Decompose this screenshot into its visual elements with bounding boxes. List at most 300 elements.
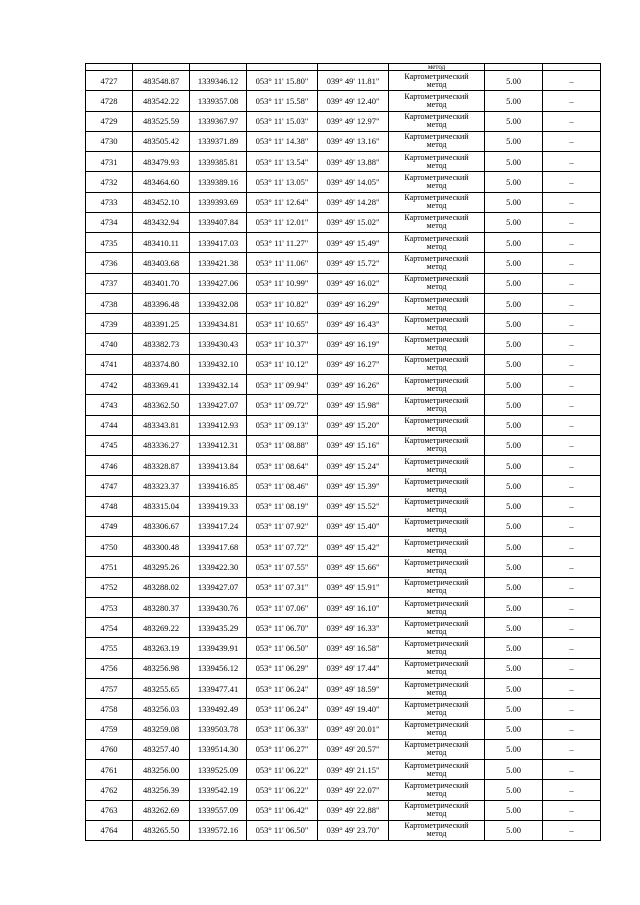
method-line-2: метод: [426, 687, 447, 697]
method-line-1: Картометрический: [404, 780, 469, 790]
table-body: [86, 64, 601, 841]
method-line-2: метод: [426, 363, 447, 373]
table-row: [86, 597, 601, 617]
cell-number: 4757: [86, 678, 133, 698]
cell-number: 4734: [86, 212, 133, 232]
cell-longitude: 039° 49' 16.02": [318, 273, 389, 293]
cell-longitude: 039° 49' 19.40": [318, 699, 389, 719]
method-line-1: Картометрический: [404, 497, 469, 507]
cell-y: 1339422.30: [190, 557, 247, 577]
cell-longitude: 039° 49' 15.42": [318, 537, 389, 557]
table-row: [86, 780, 601, 800]
cell-x: 483257.40: [133, 739, 190, 759]
cell-note: –: [543, 496, 601, 516]
method-line-2: метод: [426, 383, 447, 393]
cell-method: [389, 516, 485, 536]
cell-latitude: 053° 11' 12.64": [247, 192, 318, 212]
cell-note: –: [543, 618, 601, 638]
cell-accuracy: 5.00: [485, 273, 543, 293]
table-row: [86, 293, 601, 313]
table-row: [86, 273, 601, 293]
cell-method: [389, 618, 485, 638]
method-line-2: метод: [426, 140, 447, 150]
cell-longitude: 039° 49' 15.16": [318, 435, 389, 455]
cell-note: –: [543, 638, 601, 658]
method-line-1: Картометрический: [404, 436, 469, 446]
cell-number: 4752: [86, 577, 133, 597]
cell-accuracy: 5.00: [485, 658, 543, 678]
method-line-1: Картометрический: [404, 152, 469, 162]
table-row: [86, 233, 601, 253]
method-line-2: метод: [426, 424, 447, 434]
cell-y: 1339439.91: [190, 638, 247, 658]
table-row: [86, 719, 601, 739]
method-line-2: метод: [426, 768, 447, 778]
cell-y: 1339430.76: [190, 597, 247, 617]
cell-note: –: [543, 71, 601, 91]
cell-method: [389, 557, 485, 577]
cell-latitude: 053° 11' 06.33": [247, 719, 318, 739]
method-line-2: метод: [426, 667, 447, 677]
method-line-1: Картометрический: [404, 456, 469, 466]
cell-note: –: [543, 253, 601, 273]
cell-latitude: 053° 11' 10.99": [247, 273, 318, 293]
cell-latitude: 053° 11' 06.42": [247, 800, 318, 820]
table-row: [86, 374, 601, 394]
method-line-2: метод: [426, 809, 447, 819]
cell-method: [389, 131, 485, 151]
cell-y: 1339417.68: [190, 537, 247, 557]
cell-number: 4746: [86, 456, 133, 476]
table-row: [86, 253, 601, 273]
cell-y: 1339416.85: [190, 476, 247, 496]
method-line-1: Картометрический: [404, 355, 469, 365]
method-line-1: Картометрический: [404, 720, 469, 730]
cell-method: [389, 456, 485, 476]
cell-y: 1339477.41: [190, 678, 247, 698]
cell-y: 1339430.43: [190, 334, 247, 354]
cell-y: 1339346.12: [190, 71, 247, 91]
cell-y: 1339542.19: [190, 780, 247, 800]
method-line-2: метод: [426, 160, 447, 170]
cell-accuracy: 5.00: [485, 415, 543, 435]
table-row: [86, 496, 601, 516]
cell-number: 4761: [86, 760, 133, 780]
table-row: [86, 435, 601, 455]
table-row: [86, 760, 601, 780]
cell-latitude: 053° 11' 07.72": [247, 537, 318, 557]
cell-latitude: 053° 11' 07.55": [247, 557, 318, 577]
cell-number: 4728: [86, 91, 133, 111]
cell-longitude: 039° 49' 15.20": [318, 415, 389, 435]
cell-accuracy: 5.00: [485, 233, 543, 253]
cell-number: 4743: [86, 395, 133, 415]
cell-note: –: [543, 395, 601, 415]
method-line-1: Картометрический: [404, 679, 469, 689]
cell-note: –: [543, 597, 601, 617]
cell-method: [389, 699, 485, 719]
cell-x: 483542.22: [133, 91, 190, 111]
cell-method: [389, 172, 485, 192]
method-line-2: метод: [426, 788, 447, 798]
method-line-1: Картометрический: [404, 314, 469, 324]
cell-note: –: [543, 334, 601, 354]
cell-latitude: 053° 11' 06.70": [247, 618, 318, 638]
cell-y: 1339432.08: [190, 293, 247, 313]
method-line-2: метод: [426, 829, 447, 839]
cell-latitude: 053° 11' 06.27": [247, 739, 318, 759]
cell-note: –: [543, 739, 601, 759]
cell-accuracy: 5.00: [485, 131, 543, 151]
table-row: [86, 212, 601, 232]
method-line-2: метод: [426, 221, 447, 231]
cell-note: –: [543, 516, 601, 536]
method-line-1: Картометрический: [404, 476, 469, 486]
cell-x: 483256.98: [133, 658, 190, 678]
cell-number: 4729: [86, 111, 133, 131]
cell-y: 1339434.81: [190, 314, 247, 334]
method-line-2: метод: [426, 120, 447, 130]
table-row: [86, 354, 601, 374]
cell-accuracy: 5.00: [485, 314, 543, 334]
cell-y: 1339417.03: [190, 233, 247, 253]
cell-number: 4731: [86, 152, 133, 172]
cell-y: 1339572.16: [190, 820, 247, 840]
cell-latitude: 053° 11' 08.19": [247, 496, 318, 516]
cell-number: 4756: [86, 658, 133, 678]
cell-number: 4732: [86, 172, 133, 192]
method-line-2: метод: [426, 343, 447, 353]
cell-number: 4735: [86, 233, 133, 253]
cell-latitude: 053° 11' 15.58": [247, 91, 318, 111]
cell-method: [389, 253, 485, 273]
cell-latitude: 053° 11' 07.92": [247, 516, 318, 536]
cell-y: 1339432.14: [190, 374, 247, 394]
cell-x: 483295.26: [133, 557, 190, 577]
cell-method: [389, 820, 485, 840]
cell-longitude: 039° 49' 13.88": [318, 152, 389, 172]
cell-y: 1339371.89: [190, 131, 247, 151]
table-row: [86, 800, 601, 820]
table-row: [86, 678, 601, 698]
cell-latitude: 053° 11' 06.22": [247, 760, 318, 780]
cell-accuracy: 5.00: [485, 111, 543, 131]
method-line-1: Картометрический: [404, 274, 469, 284]
cell-method: [389, 537, 485, 557]
cell-longitude: 039° 49' 15.24": [318, 456, 389, 476]
cell-x: 483256.03: [133, 699, 190, 719]
cell-method: [389, 334, 485, 354]
table-row: [86, 618, 601, 638]
cell-latitude: 053° 11' 10.12": [247, 354, 318, 374]
cell-x: 483256.39: [133, 780, 190, 800]
cell-latitude: [247, 64, 318, 71]
cell-note: –: [543, 719, 601, 739]
cell-latitude: 053° 11' 08.64": [247, 456, 318, 476]
cell-number: 4739: [86, 314, 133, 334]
cell-latitude: 053° 11' 10.82": [247, 293, 318, 313]
cell-x: 483401.70: [133, 273, 190, 293]
cell-accuracy: 5.00: [485, 537, 543, 557]
cell-longitude: 039° 49' 21.15": [318, 760, 389, 780]
cell-x: 483269.22: [133, 618, 190, 638]
method-line-1: Картометрический: [404, 639, 469, 649]
table-row: [86, 71, 601, 91]
cell-accuracy: 5.00: [485, 172, 543, 192]
cell-note: –: [543, 658, 601, 678]
cell-number: 4738: [86, 293, 133, 313]
cell-note: –: [543, 212, 601, 232]
cell-method: [389, 111, 485, 131]
cell-note: –: [543, 435, 601, 455]
cell-latitude: 053° 11' 11.27": [247, 233, 318, 253]
table-row: [86, 111, 601, 131]
cell-number: 4744: [86, 415, 133, 435]
method-line-1: Картометрический: [404, 172, 469, 182]
cell-longitude: 039° 49' 14.05": [318, 172, 389, 192]
cell-x: 483403.68: [133, 253, 190, 273]
cell-number: 4762: [86, 780, 133, 800]
cell-number: 4745: [86, 435, 133, 455]
cell-x: [133, 64, 190, 71]
cell-x: 483464.60: [133, 172, 190, 192]
cell-y: 1339419.33: [190, 496, 247, 516]
cell-latitude: 053° 11' 07.31": [247, 577, 318, 597]
method-line-1: Картометрический: [404, 71, 469, 81]
cell-accuracy: 5.00: [485, 496, 543, 516]
method-line-2: метод: [426, 180, 447, 190]
cell-x: 483328.87: [133, 456, 190, 476]
cell-note: –: [543, 374, 601, 394]
cell-longitude: 039° 49' 15.72": [318, 253, 389, 273]
method-line-1: Картометрический: [404, 335, 469, 345]
cell-method: [389, 152, 485, 172]
cell-accuracy: 5.00: [485, 253, 543, 273]
method-line-1: Картометрический: [404, 213, 469, 223]
cell-x: 483288.02: [133, 577, 190, 597]
cell-x: 483505.42: [133, 131, 190, 151]
cell-y: 1339412.93: [190, 415, 247, 435]
table-row: [86, 820, 601, 840]
cell-x: 483300.48: [133, 537, 190, 557]
cell-y: 1339367.97: [190, 111, 247, 131]
cell-y: 1339492.49: [190, 699, 247, 719]
cell-number: 4749: [86, 516, 133, 536]
method-line-2: метод: [426, 525, 447, 535]
cell-note: –: [543, 233, 601, 253]
cell-x: 483263.19: [133, 638, 190, 658]
cell-method: [389, 395, 485, 415]
cell-note: –: [543, 111, 601, 131]
cell-accuracy: 5.00: [485, 293, 543, 313]
cell-number: 4742: [86, 374, 133, 394]
cell-longitude: 039° 49' 15.02": [318, 212, 389, 232]
cell-method: [389, 760, 485, 780]
cell-number: [86, 64, 133, 71]
cell-y: 1339427.06: [190, 273, 247, 293]
cell-method: [389, 212, 485, 232]
cell-method: [389, 354, 485, 374]
method-line-1: Картометрический: [404, 760, 469, 770]
table-row: [86, 557, 601, 577]
cell-number: 4737: [86, 273, 133, 293]
cell-y: 1339417.24: [190, 516, 247, 536]
cell-accuracy: 5.00: [485, 212, 543, 232]
method-line-1: Картометрический: [404, 578, 469, 588]
table-row: [86, 658, 601, 678]
cell-number: 4751: [86, 557, 133, 577]
cell-longitude: 039° 49' 15.66": [318, 557, 389, 577]
cell-longitude: 039° 49' 16.29": [318, 293, 389, 313]
cell-x: 483391.25: [133, 314, 190, 334]
cell-longitude: 039° 49' 12.97": [318, 111, 389, 131]
cell-y: 1339357.08: [190, 91, 247, 111]
cell-method: [389, 739, 485, 759]
cell-longitude: 039° 49' 15.49": [318, 233, 389, 253]
cell-note: –: [543, 780, 601, 800]
cell-method: [389, 780, 485, 800]
table-row-partial: [86, 64, 601, 71]
cell-accuracy: 5.00: [485, 334, 543, 354]
method-line-2: метод: [426, 586, 447, 596]
cell-accuracy: 5.00: [485, 354, 543, 374]
cell-note: –: [543, 131, 601, 151]
cell-longitude: [318, 64, 389, 71]
cell-note: –: [543, 537, 601, 557]
cell-x: 483362.50: [133, 395, 190, 415]
cell-method: [389, 233, 485, 253]
table-row: [86, 577, 601, 597]
cell-latitude: 053° 11' 13.05": [247, 172, 318, 192]
cell-note: –: [543, 820, 601, 840]
method-line-1: Картометрический: [404, 821, 469, 831]
method-line-2: метод: [426, 99, 447, 109]
cell-latitude: 053° 11' 14.38": [247, 131, 318, 151]
cell-number: 4755: [86, 638, 133, 658]
cell-method: [389, 658, 485, 678]
cell-latitude: 053° 11' 06.24": [247, 678, 318, 698]
method-line-2: метод: [426, 464, 447, 474]
cell-x: 483262.69: [133, 800, 190, 820]
method-line-1: Картометрический: [404, 91, 469, 101]
cell-longitude: 039° 49' 15.52": [318, 496, 389, 516]
cell-accuracy: 5.00: [485, 800, 543, 820]
cell-number: 4750: [86, 537, 133, 557]
cell-longitude: 039° 49' 23.70": [318, 820, 389, 840]
cell-x: 483525.59: [133, 111, 190, 131]
cell-number: 4760: [86, 739, 133, 759]
cell-number: 4747: [86, 476, 133, 496]
cell-number: 4748: [86, 496, 133, 516]
method-line-2: метод: [426, 322, 447, 332]
cell-number: 4741: [86, 354, 133, 374]
method-line-2: метод: [426, 626, 447, 636]
method-line-2: метод: [426, 201, 447, 211]
cell-longitude: 039° 49' 15.39": [318, 476, 389, 496]
cell-latitude: 053° 11' 10.37": [247, 334, 318, 354]
cell-accuracy: 5.00: [485, 820, 543, 840]
cell-accuracy: 5.00: [485, 557, 543, 577]
method-line-1: Картометрический: [404, 132, 469, 142]
cell-longitude: 039° 49' 18.59": [318, 678, 389, 698]
table-row: [86, 537, 601, 557]
cell-latitude: 053° 11' 11.06": [247, 253, 318, 273]
cell-note: –: [543, 557, 601, 577]
method-line-2: метод: [426, 606, 447, 616]
method-line-1: Картометрический: [404, 801, 469, 811]
cell-accuracy: 5.00: [485, 71, 543, 91]
method-line-1: Картометрический: [404, 193, 469, 203]
cell-y: 1339557.09: [190, 800, 247, 820]
cell-x: 483374.80: [133, 354, 190, 374]
cell-accuracy: 5.00: [485, 638, 543, 658]
cell-longitude: 039° 49' 16.27": [318, 354, 389, 374]
cell-method: [389, 678, 485, 698]
cell-latitude: 053° 11' 12.01": [247, 212, 318, 232]
cell-note: –: [543, 172, 601, 192]
method-line-2: метод: [426, 728, 447, 738]
cell-note: –: [543, 476, 601, 496]
cell-note: [543, 64, 601, 71]
cell-note: –: [543, 91, 601, 111]
cell-accuracy: 5.00: [485, 719, 543, 739]
cell-method: [389, 192, 485, 212]
cell-note: –: [543, 760, 601, 780]
cell-method: [389, 273, 485, 293]
cell-y: 1339456.12: [190, 658, 247, 678]
method-line-1: Картометрический: [404, 659, 469, 669]
cell-x: 483432.94: [133, 212, 190, 232]
cell-longitude: 039° 49' 22.07": [318, 780, 389, 800]
cell-latitude: 053° 11' 15.80": [247, 71, 318, 91]
cell-latitude: 053° 11' 06.24": [247, 699, 318, 719]
cell-note: –: [543, 354, 601, 374]
table-row: [86, 638, 601, 658]
cell-accuracy: [485, 64, 543, 71]
cell-x: 483280.37: [133, 597, 190, 617]
cell-accuracy: 5.00: [485, 476, 543, 496]
cell-y: 1339407.84: [190, 212, 247, 232]
cell-y: [190, 64, 247, 71]
cell-y: 1339432.10: [190, 354, 247, 374]
cell-note: –: [543, 456, 601, 476]
cell-longitude: 039° 49' 16.33": [318, 618, 389, 638]
cell-latitude: 053° 11' 10.65": [247, 314, 318, 334]
cell-y: 1339503.78: [190, 719, 247, 739]
cell-x: 483265.50: [133, 820, 190, 840]
method-line-1: Картометрический: [404, 233, 469, 243]
method-line-2: метод: [426, 505, 447, 515]
cell-method: [389, 415, 485, 435]
cell-longitude: 039° 49' 20.57": [318, 739, 389, 759]
cell-note: –: [543, 314, 601, 334]
method-line-2: метод: [426, 262, 447, 272]
method-line-1: Картометрический: [404, 395, 469, 405]
cell-latitude: 053° 11' 09.94": [247, 374, 318, 394]
cell-number: 4759: [86, 719, 133, 739]
cell-accuracy: 5.00: [485, 678, 543, 698]
cell-note: –: [543, 152, 601, 172]
cell-method: [389, 577, 485, 597]
cell-longitude: 039° 49' 15.91": [318, 577, 389, 597]
cell-longitude: 039° 49' 16.19": [318, 334, 389, 354]
cell-x: 483396.48: [133, 293, 190, 313]
cell-x: 483259.08: [133, 719, 190, 739]
cell-x: 483343.81: [133, 415, 190, 435]
cell-x: 483306.67: [133, 516, 190, 536]
cell-method: [389, 91, 485, 111]
cell-y: 1339435.29: [190, 618, 247, 638]
